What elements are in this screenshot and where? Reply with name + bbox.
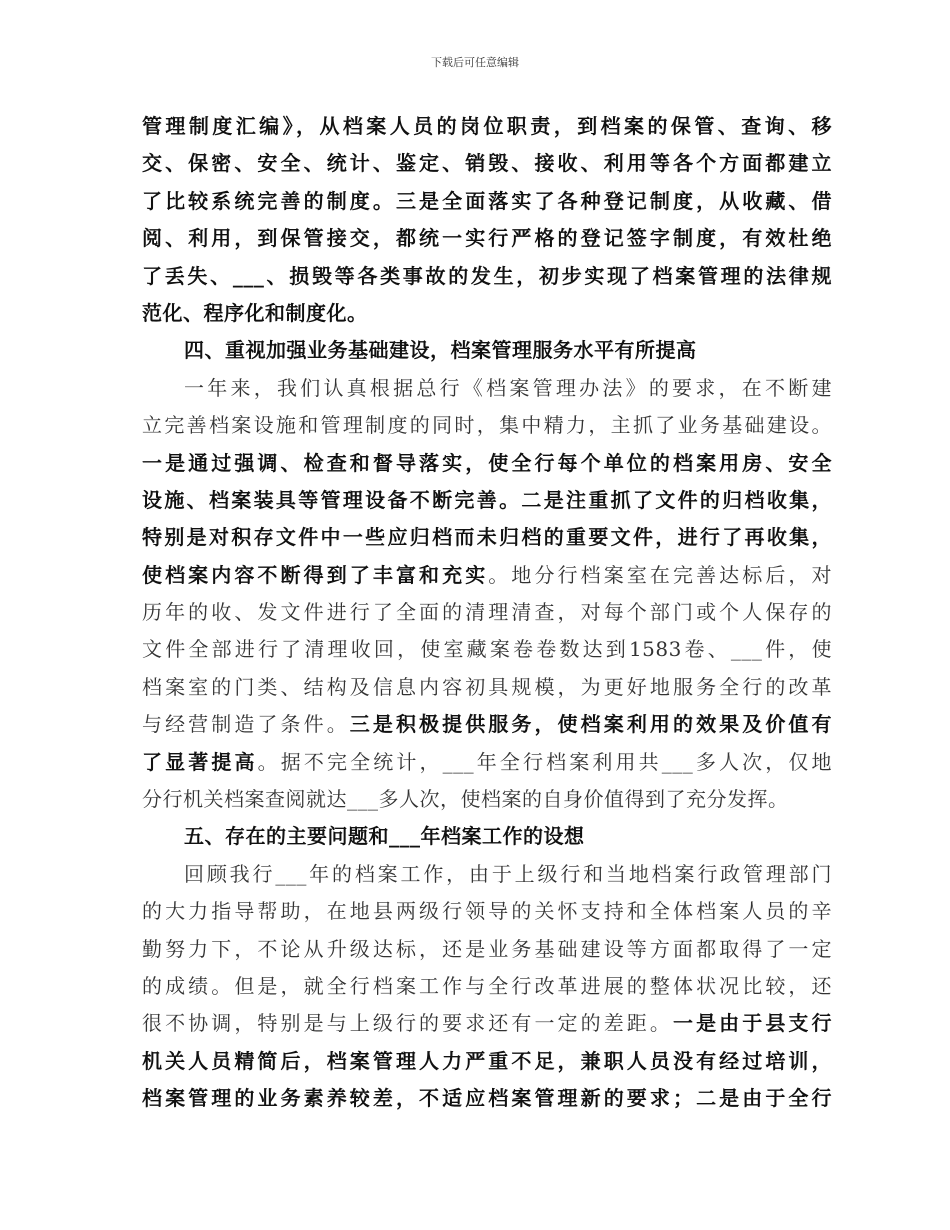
text-line: 的成绩。但是，就全行档案工作与全行改革进展的整体状况比较，还: [142, 973, 832, 998]
text-line: 机关人员精简后，档案管理人力严重不足，兼职人员没有经过培训，: [142, 1048, 832, 1073]
text-line: 管理制度汇编》，从档案人员的岗位职责，到档案的保管、查询、移: [142, 114, 832, 138]
text-line: 回顾我行___年的档案工作，由于上级行和当地档案行政管理部门: [184, 861, 832, 886]
text-line: 特别是对积存文件中一些应归档而未归档的重要文件，进行了再收集，: [142, 525, 832, 550]
text-line: 档案管理的业务素养较差，不适应档案管理新的要求；二是由于全行: [142, 1086, 832, 1111]
text-line: 阅、利用，到保管接交，都统一实行严格的登记签字制度，有效杜绝: [142, 226, 832, 251]
page-header: 下载后可任意编辑: [431, 56, 519, 69]
text-segment: 。据不完全统计，___年全行档案利用共___多人次，仅地: [257, 749, 832, 774]
text-line: 勤努力下，不论从升级达标，还是业务基础建设等方面都取得了一定: [142, 936, 832, 961]
text-segment: 与经营制造了条件。: [142, 712, 350, 737]
text-line: 交、保密、安全、统计、鉴定、销毁、接收、利用等各个方面都建立: [142, 151, 832, 176]
text-line: 了丢失、___、损毁等各类事故的发生，初步实现了档案管理的法律规: [142, 263, 832, 288]
text-segment: 一是由于县支行: [672, 1011, 833, 1036]
text-line: 一年来，我们认真根据总行《档案管理办法》的要求，在不断建: [184, 375, 832, 400]
text-line: 四、重视加强业务基础建设，档案管理服务水平有所提高: [184, 338, 697, 363]
text-line: 历年的收、发文件进行了全面的清理清查，对每个部门或个人保存的: [142, 600, 832, 625]
text-segment: 很不协调，特别是与上级行的要求还有一定的差距。: [142, 1011, 673, 1036]
text-line: [142, 706, 832, 743]
text-line: 分行机关档案查阅就达___多人次，使档案的自身价值得到了充分发挥。: [142, 787, 789, 812]
text-line: 设施、档案装具等管理设备不断完善。二是注重抓了文件的归档收集，: [142, 487, 832, 512]
text-segment: 三是积极提供服务，使档案利用的效果及价值有: [349, 712, 833, 737]
text-line: 五、存在的主要问题和___年档案工作的设想: [184, 824, 585, 849]
text-line: 了比较系统完善的制度。三是全面落实了各种登记制度，从收藏、借: [142, 188, 832, 213]
text-line: 范化、程序化和制度化。: [142, 300, 368, 325]
text-segment: 。地分行档案室在完善达标后，对: [488, 562, 833, 587]
text-line: 的大力指导帮助，在地县两级行领导的关怀支持和全体档案人员的辛: [142, 899, 832, 924]
text-segment: 使档案内容不断得到了丰富和充实: [142, 562, 489, 587]
text-line: 一是通过强调、检查和督导落实，使全行每个单位的档案用房、安全: [142, 450, 832, 475]
document-body: [142, 108, 832, 1118]
text-line: [142, 1005, 832, 1042]
text-line: [142, 557, 832, 594]
text-line: 档案室的门类、结构及信息内容初具规模，为更好地服务全行的改革: [142, 674, 832, 699]
text-line: 文件全部进行了清理收回，使室藏案卷卷数达到1583卷、___件，使: [142, 637, 832, 662]
text-line: 立完善档案设施和管理制度的同时，集中精力，主抓了业务基础建设。: [142, 413, 832, 438]
text-segment: 了显著提高: [142, 749, 258, 774]
text-line: [142, 744, 832, 781]
